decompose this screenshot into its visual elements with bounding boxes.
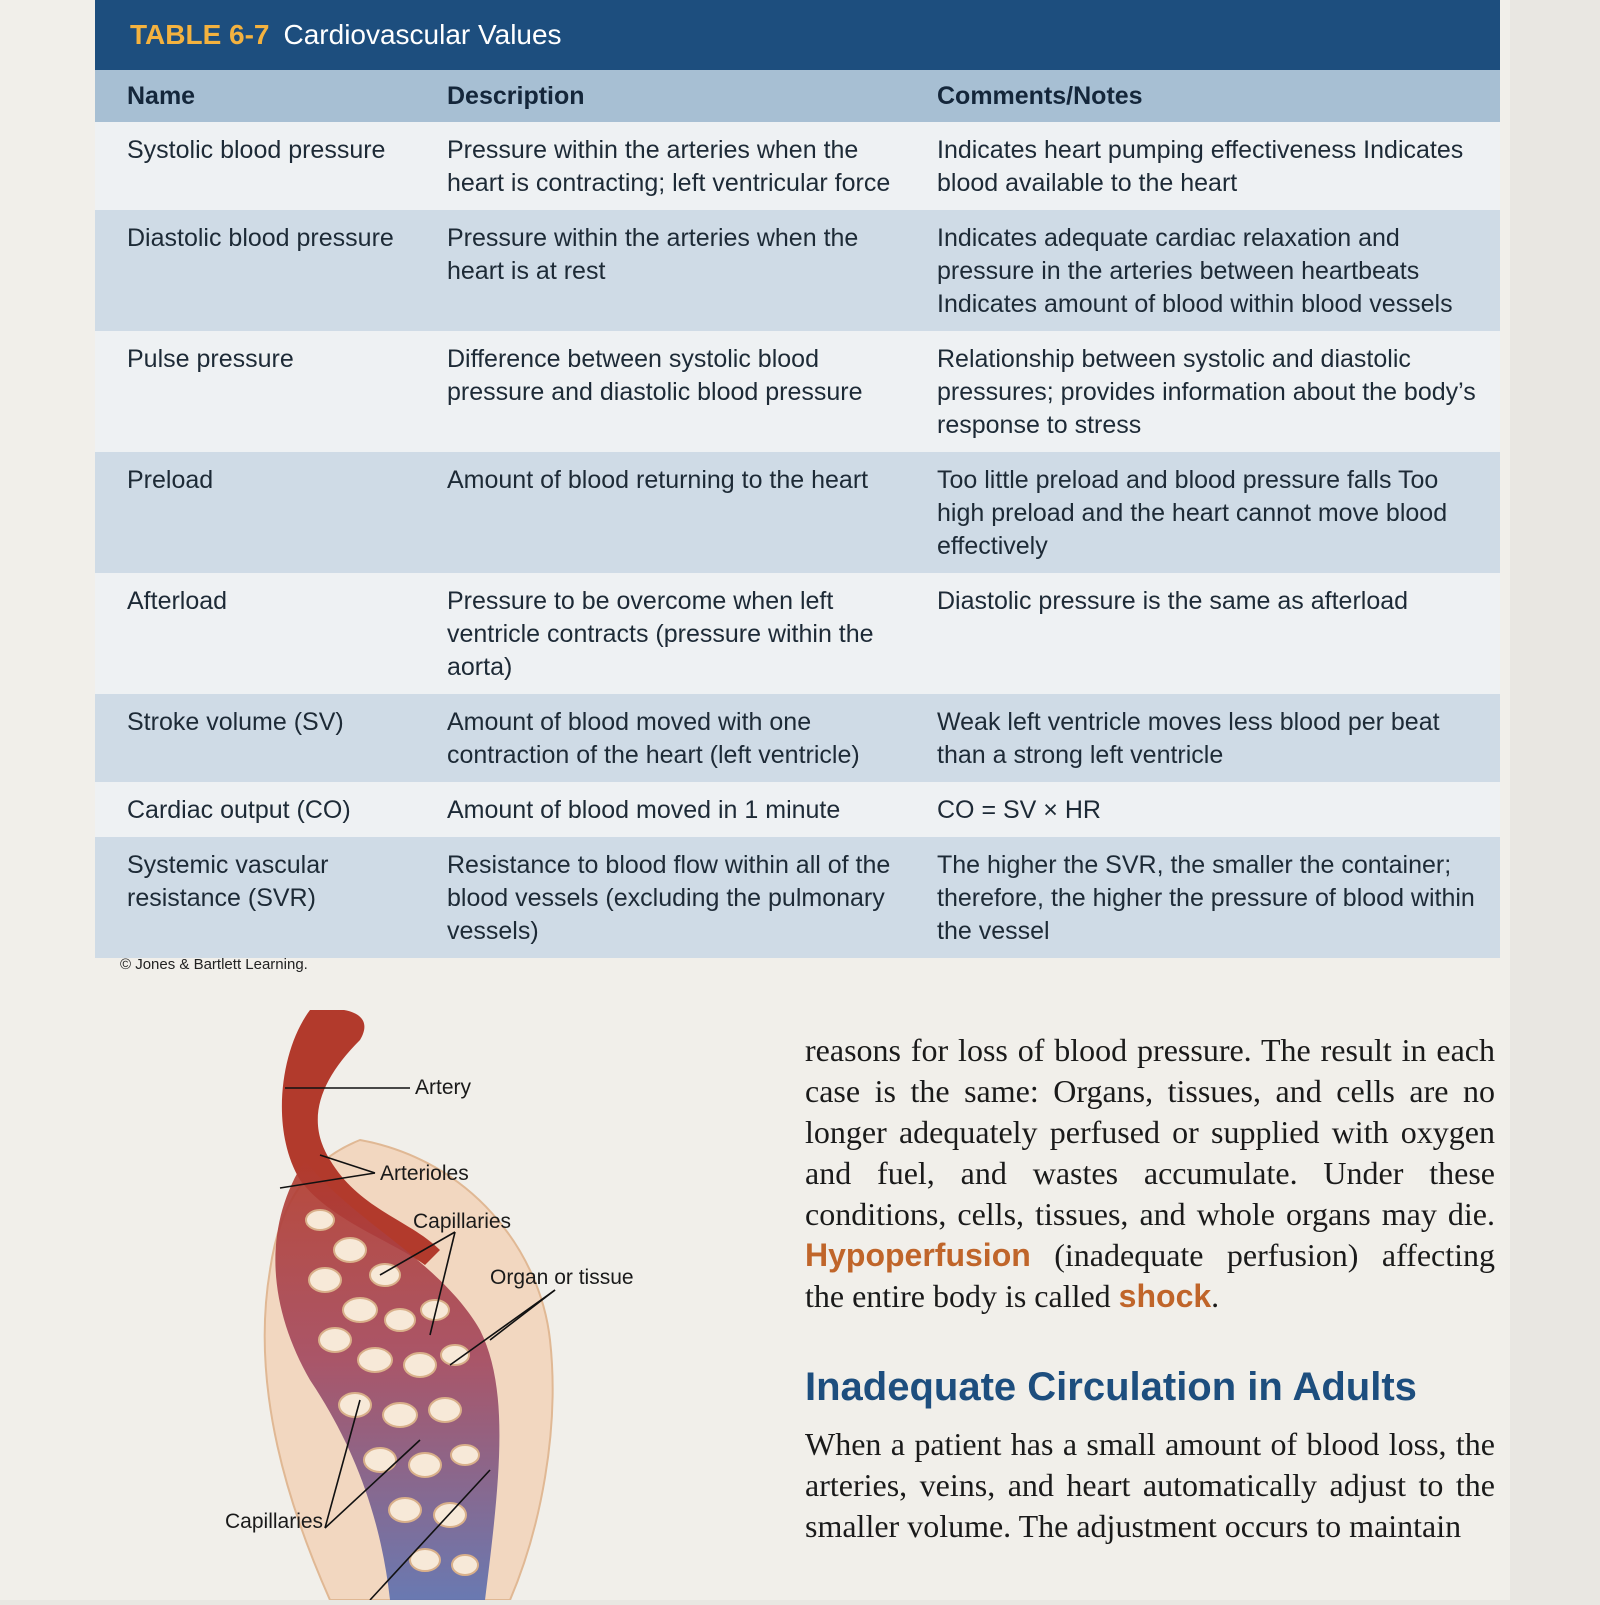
table-row — [95, 452, 1500, 573]
row-name: Systemic vascular resistance (SVR) — [127, 851, 329, 912]
table-row — [95, 331, 1500, 452]
cardiovascular-values-table — [95, 0, 1500, 958]
row-notes: Too little preload and blood pressure falls Too high preload and the heart cannot move blood effectively — [937, 466, 1448, 560]
paragraph: When a patient has a small amount of blood loss, the arteries, veins, and heart automatically adjust to the smaller volume. The adjustment occurs to maintain — [805, 1426, 1495, 1544]
table-title: Cardiovascular Values — [283, 19, 562, 50]
body-text-column — [805, 1030, 1495, 1547]
row-name: Preload — [127, 466, 214, 494]
table-row — [95, 210, 1500, 331]
paragraph-text: . — [1211, 1278, 1220, 1314]
column-header-description: Description — [447, 81, 585, 110]
circulation-figure — [210, 1010, 710, 1600]
copyright-notice: © Jones & Bartlett Learning. — [120, 956, 308, 973]
table-row — [95, 694, 1500, 782]
row-notes: Indicates heart pumping effectiveness Indicates blood available to the heart — [937, 136, 1464, 197]
row-name: Pulse pressure — [127, 345, 294, 373]
row-description: Amount of blood moved with one contraction of the heart (left ventricle) — [447, 708, 860, 769]
paragraph — [805, 1030, 1495, 1317]
row-description: Pressure to be overcome when left ventricle contracts (pressure within the aorta) — [447, 587, 874, 681]
row-name: Cardiac output (CO) — [127, 796, 351, 824]
column-header-notes: Comments/Notes — [937, 81, 1143, 110]
row-name: Stroke volume (SV) — [127, 708, 344, 736]
row-notes: Relationship between systolic and diastolic pressures; provides information about the body’s response to stress — [937, 345, 1476, 439]
row-name: Diastolic blood pressure — [127, 224, 394, 252]
label-capillaries-bottom: Capillaries — [225, 1510, 324, 1533]
row-notes: Indicates adequate cardiac relaxation and pressure in the arteries between heartbeats Indicates amount of blood within blood vessels — [937, 224, 1453, 318]
keyword-shock: shock — [1118, 1278, 1212, 1314]
table-row — [95, 122, 1500, 210]
table-row — [95, 573, 1500, 694]
section-heading: Inadequate Circulation in Adults — [805, 1365, 1417, 1409]
row-notes: Diastolic pressure is the same as afterload — [937, 587, 1409, 615]
table-number: TABLE 6-7 — [130, 19, 270, 50]
paragraph-text: reasons for loss of blood pressure. The result in each case is the same: Organs, tissues, and cells are no longer adequately perfused or supplied with oxygen and fuel, and wastes accumulate. Under these conditions, cells, tissues, and whole organs may die. — [805, 1032, 1495, 1232]
label-artery: Artery — [415, 1076, 472, 1099]
table-header-row — [95, 70, 1500, 122]
row-notes: Weak left ventricle moves less blood per beat than a strong left ventricle — [937, 708, 1440, 769]
row-description: Difference between systolic blood pressure and diastolic blood pressure — [447, 345, 863, 406]
label-capillaries-top: Capillaries — [413, 1210, 512, 1233]
row-notes: The higher the SVR, the smaller the container; therefore, the higher the pressure of blood within the vessel — [937, 851, 1475, 945]
row-name: Afterload — [127, 587, 228, 615]
table-banner — [95, 0, 1500, 70]
label-organ-or-tissue: Organ or tissue — [490, 1266, 634, 1289]
row-description: Pressure within the arteries when the heart is at rest — [447, 224, 859, 285]
label-arterioles: Arterioles — [380, 1162, 469, 1185]
paragraph-text: (inadequate perfusion) affecting the entire body is called — [805, 1237, 1496, 1314]
row-description: Resistance to blood flow within all of the blood vessels (excluding the pulmonary vessels) — [447, 851, 891, 945]
row-description: Amount of blood returning to the heart — [447, 466, 869, 494]
table-row — [95, 782, 1500, 837]
table-row — [95, 837, 1500, 958]
row-name: Systolic blood pressure — [127, 136, 386, 164]
column-header-name: Name — [127, 81, 196, 110]
row-notes: CO = SV × HR — [937, 796, 1101, 824]
row-description: Amount of blood moved in 1 minute — [447, 796, 841, 824]
keyword-hypoperfusion: Hypoperfusion — [805, 1237, 1031, 1273]
row-description: Pressure within the arteries when the heart is contracting; left ventricular force — [447, 136, 891, 197]
